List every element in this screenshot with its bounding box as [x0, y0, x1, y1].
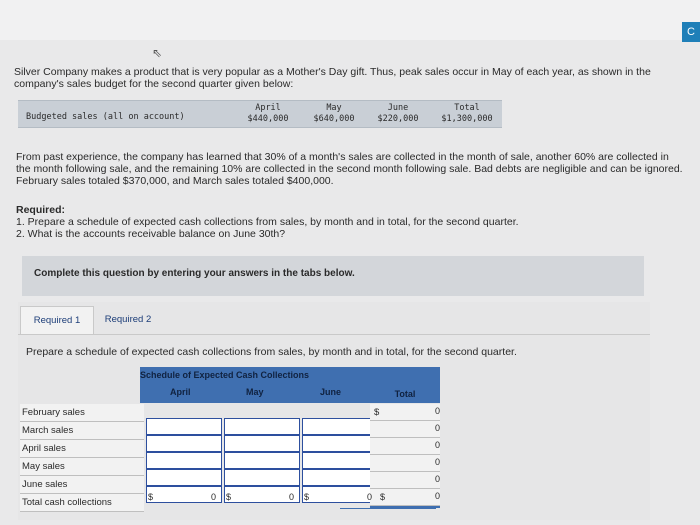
- budget-label: Budgeted sales (all on account): [26, 112, 185, 122]
- required-section: [16, 204, 676, 240]
- row-label-march: March sales: [20, 422, 144, 440]
- budget-month-june: June: [387, 103, 409, 113]
- row-labels: [20, 404, 144, 512]
- bottom-rule: [340, 508, 436, 509]
- total-value-may: 0: [434, 457, 440, 467]
- budget-value-april: $440,000: [247, 114, 289, 124]
- prepare-instruction: Prepare a schedule of expected cash collections from sales, by month and in total, for the second quarter.: [26, 346, 517, 358]
- total-value-total: 0: [434, 491, 440, 501]
- banner-text: Complete this question by entering your answers in the tabs below.: [34, 268, 355, 279]
- tab-required-2[interactable]: Required 2: [104, 314, 152, 325]
- dollar-sign: $: [148, 492, 154, 502]
- top-bar: [0, 0, 700, 40]
- corner-button[interactable]: C: [682, 22, 700, 42]
- total-june-value: 0: [366, 492, 372, 502]
- input-cell[interactable]: [146, 418, 222, 435]
- input-cell[interactable]: [302, 469, 378, 486]
- row-label-total: Total cash collections: [20, 494, 144, 512]
- budget-month-april: April: [255, 103, 281, 113]
- header-april: April: [170, 387, 191, 397]
- budget-month-may: May: [326, 103, 342, 113]
- past-experience-text: From past experience, the company has learned that 30% of a month's sales are collected in the month of sale, another 60% are collected in the month following sale, and the remaining 10% are collected in the second month following sale. Bad debts are negligible and can be ignored. February sales totaled $370,000, and March sales totaled $400,000.: [16, 151, 683, 187]
- header-june: June: [320, 387, 342, 397]
- header-total: Total: [370, 385, 440, 403]
- dollar-sign: $: [304, 492, 310, 502]
- budget-value-june: $220,000: [377, 114, 419, 124]
- required-item-2: 2. What is the accounts receivable balance on June 30th?: [16, 228, 286, 240]
- total-value-june: 0: [434, 474, 440, 484]
- input-cell[interactable]: [302, 452, 378, 469]
- tabs-divider: [18, 334, 650, 335]
- dollar-sign: $: [380, 492, 386, 502]
- budget-value-may: $640,000: [313, 114, 355, 124]
- total-value-february: 0: [434, 406, 440, 416]
- budget-month-total: Total: [454, 103, 480, 113]
- dollar-sign: $: [226, 492, 232, 502]
- required-item-1: 1. Prepare a schedule of expected cash collections from sales, by month and in total, for the second quarter.: [16, 216, 519, 228]
- budget-value-total: $1,300,000: [441, 114, 493, 124]
- row-label-may: May sales: [20, 458, 144, 476]
- instruction-banner: [22, 256, 644, 296]
- total-april-value: 0: [210, 492, 216, 502]
- tab-required-1[interactable]: Required 1: [20, 306, 94, 335]
- input-cell[interactable]: [224, 418, 300, 435]
- required-heading: Required:: [16, 204, 66, 216]
- dollar-sign: $: [374, 407, 380, 418]
- input-cell[interactable]: [146, 469, 222, 486]
- total-may-value: 0: [288, 492, 294, 502]
- total-value-april: 0: [434, 440, 440, 450]
- total-value-march: 0: [434, 423, 440, 433]
- budget-table: [18, 100, 502, 128]
- intro-text: Silver Company makes a product that is very popular as a Mother's Day gift. Thus, peak sales occur in May of each year, as shown in the company's sales budget for the second quarter given below:: [14, 66, 651, 90]
- schedule-title: Schedule of Expected Cash Collections: [140, 370, 310, 380]
- input-cell[interactable]: [146, 435, 222, 452]
- input-cell[interactable]: [146, 452, 222, 469]
- row-label-april: April sales: [20, 440, 144, 458]
- header-may: May: [246, 387, 264, 397]
- input-cell[interactable]: [224, 452, 300, 469]
- row-label-february: February sales: [20, 404, 144, 422]
- row-label-june: June sales: [20, 476, 144, 494]
- mouse-cursor-icon: ⇖: [152, 46, 163, 60]
- input-cell[interactable]: [302, 418, 378, 435]
- input-cell[interactable]: [224, 435, 300, 452]
- input-cell[interactable]: [302, 435, 378, 452]
- input-cell[interactable]: [224, 469, 300, 486]
